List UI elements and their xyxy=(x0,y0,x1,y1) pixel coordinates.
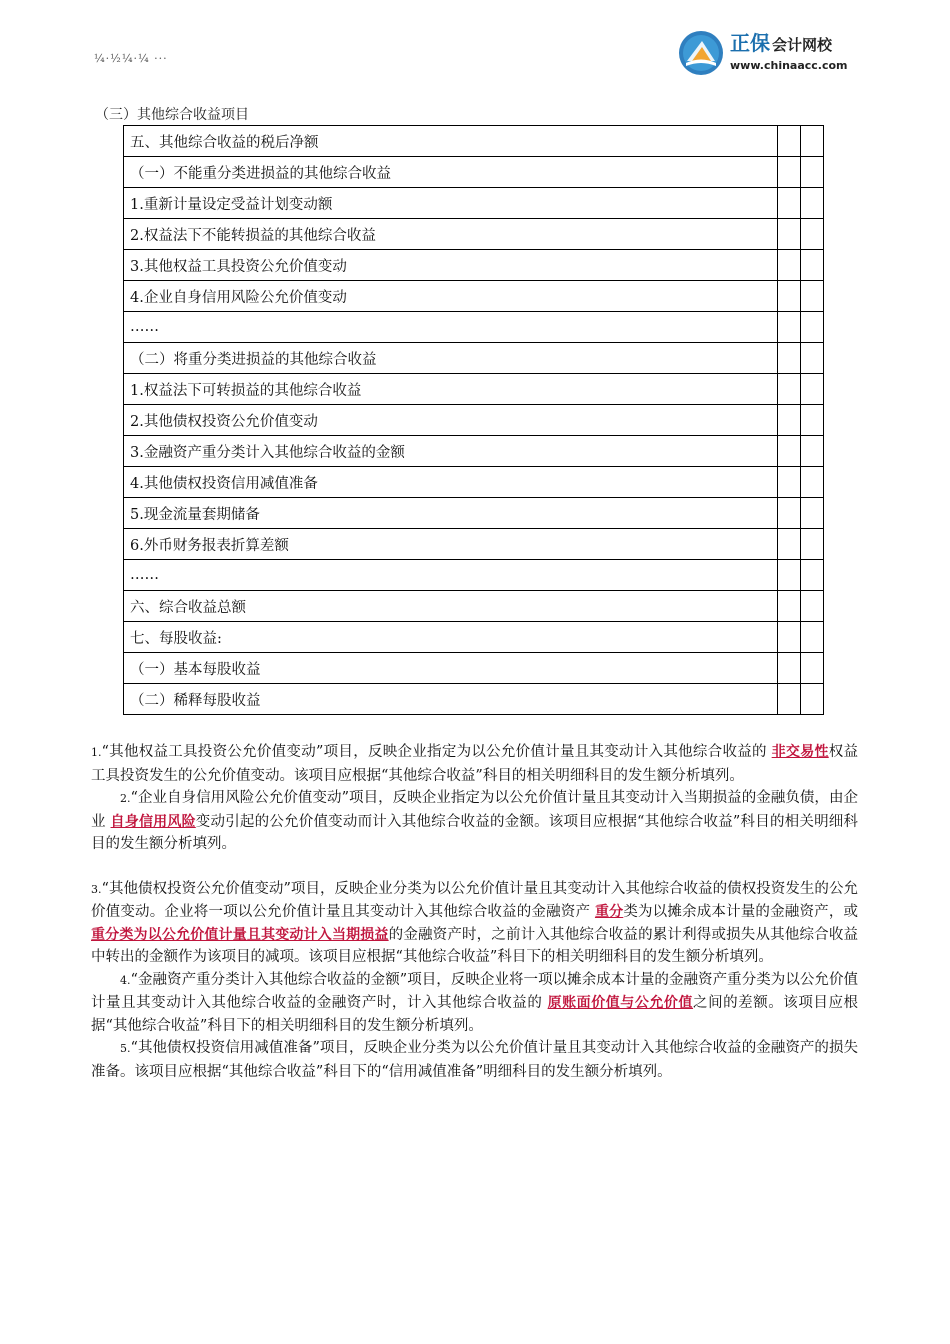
logo-name: 正保 xyxy=(730,31,770,55)
header-text-fragment: ¼·½¼·¼ ··· xyxy=(94,52,168,65)
row-label: 5.现金流量套期储备 xyxy=(124,498,778,529)
row-label: 6.外币财务报表折算差额 xyxy=(124,529,778,560)
value-cell xyxy=(778,405,801,436)
table-row xyxy=(124,436,824,467)
row-label: 3.金融资产重分类计入其他综合收益的金额 xyxy=(124,436,778,467)
value-cell xyxy=(801,126,824,157)
note-3: 3.“其他债权投资公允价值变动”项目，反映企业分类为以公允价值计量且其变动计入其他综合收益的债权投资发生的公允价值变动。企业将一项以公允价值计量且其变动计入其他综合收益的金融资产 重分类为以摊余成本计量的金融资产，或 重分类为以公允价值计量且其变动计入当期损益的金融资产时，之前计入其他综合收益的累计利得或损失从其他综合收益中转出的金额作为该项目的减项。该项目应根据“其他综合收益”科目下的相关明细科目的发生额分析填列。 xyxy=(91,880,859,965)
table-row xyxy=(124,529,824,560)
value-cell xyxy=(801,343,824,374)
value-cell xyxy=(801,529,824,560)
value-cell xyxy=(801,498,824,529)
value-cell xyxy=(778,684,801,715)
value-cell xyxy=(801,436,824,467)
row-label: 七、每股收益: xyxy=(124,622,778,653)
row-label: …… xyxy=(124,560,778,591)
row-label: 2.权益法下不能转损益的其他综合收益 xyxy=(124,219,778,250)
row-label: 3.其他权益工具投资公允价值变动 xyxy=(124,250,778,281)
row-label: 1.重新计量设定受益计划变动额 xyxy=(124,188,778,219)
row-label: （二）将重分类进损益的其他综合收益 xyxy=(124,343,778,374)
logo-subtitle: 会计网校 xyxy=(772,36,833,54)
value-cell xyxy=(778,529,801,560)
logo-emblem-icon xyxy=(678,30,724,76)
logo-url: www.chinaacc.com xyxy=(730,59,848,72)
value-cell xyxy=(778,312,801,343)
value-cell xyxy=(778,374,801,405)
row-label: 六、综合收益总额 xyxy=(124,591,778,622)
value-cell xyxy=(801,622,824,653)
value-cell xyxy=(801,653,824,684)
value-cell xyxy=(778,591,801,622)
row-label: 4.企业自身信用风险公允价值变动 xyxy=(124,281,778,312)
table-row xyxy=(124,281,824,312)
value-cell xyxy=(801,188,824,219)
value-cell xyxy=(778,622,801,653)
row-label: 2.其他债权投资公允价值变动 xyxy=(124,405,778,436)
value-cell xyxy=(778,250,801,281)
note-4: 4.“金融资产重分类计入其他综合收益的金额”项目，反映企业将一项以摊余成本计量的金融资产重分类为以公允价值计量且其变动计入其他综合收益的金融资产时，计入其他综合收益的 原账面价值与公允价值之间的差额。该项目应根据“其他综合收益”科目下的相关明细科目的发生额分析填列。 xyxy=(91,971,858,1034)
table-row xyxy=(124,250,824,281)
row-label: …… xyxy=(124,312,778,343)
value-cell xyxy=(801,467,824,498)
value-cell xyxy=(801,591,824,622)
value-cell xyxy=(778,188,801,219)
value-cell xyxy=(801,560,824,591)
comprehensive-income-table xyxy=(123,125,824,715)
table-row xyxy=(124,343,824,374)
value-cell xyxy=(801,312,824,343)
table-row xyxy=(124,467,824,498)
note-3-highlight-1: 重分 xyxy=(594,904,624,920)
note-5: 5.“其他债权投资信用减值准备”项目，反映企业分类为以公允价值计量且其变动计入其他综合收益的金融资产的损失准备。该项目应根据“其他综合收益”科目下的“信用减值准备”明细科目的发生额分析填列。 xyxy=(91,1040,858,1080)
table-row xyxy=(124,126,824,157)
value-cell xyxy=(778,343,801,374)
value-cell xyxy=(778,157,801,188)
value-cell xyxy=(778,467,801,498)
value-cell xyxy=(778,653,801,684)
table-row xyxy=(124,405,824,436)
table-row xyxy=(124,312,824,343)
value-cell xyxy=(778,560,801,591)
note-2-highlight: 自身信用风险 xyxy=(110,813,196,830)
value-cell xyxy=(778,498,801,529)
table-row xyxy=(124,157,824,188)
note-3-highlight-2: 重分类为以公允价值计量且其变动计入当期损益 xyxy=(91,926,389,943)
table-row xyxy=(124,498,824,529)
note-1: 1.“其他权益工具投资公允价值变动”项目，反映企业指定为以公允价值计量且其变动计入其他综合收益的 非交易性权益工具投资发生的公允价值变动。该项目应根据“其他综合收益”科目的相关明细科目的发生额分析填列。 xyxy=(91,744,859,784)
table-row xyxy=(124,188,824,219)
value-cell xyxy=(801,281,824,312)
table-row xyxy=(124,653,824,684)
value-cell xyxy=(801,684,824,715)
table-row xyxy=(124,219,824,250)
row-label: 4.其他债权投资信用减值准备 xyxy=(124,467,778,498)
row-label: （二）稀释每股收益 xyxy=(124,684,778,715)
value-cell xyxy=(778,436,801,467)
value-cell xyxy=(778,126,801,157)
row-label: （一）基本每股收益 xyxy=(124,653,778,684)
notes-section xyxy=(91,741,858,1083)
value-cell xyxy=(801,250,824,281)
table-row xyxy=(124,560,824,591)
table-row xyxy=(124,684,824,715)
note-2: 2.“企业自身信用风险公允价值变动”项目，反映企业指定为以公允价值计量且其变动计入当期损益的金融负债，由企业 自身信用风险变动引起的公允价值变动而计入其他综合收益的金额。该项目应根据“其他综合收益”科目的相关明细科目的发生额分析填列。 xyxy=(91,790,859,852)
row-label: （一）不能重分类进损益的其他综合收益 xyxy=(124,157,778,188)
note-4-highlight: 原账面价值与公允价值 xyxy=(547,995,694,1011)
value-cell xyxy=(801,374,824,405)
note-1-highlight: 非交易性 xyxy=(771,744,829,760)
table-row xyxy=(124,591,824,622)
row-label: 1.权益法下可转损益的其他综合收益 xyxy=(124,374,778,405)
value-cell xyxy=(801,405,824,436)
section-title: （三）其他综合收益项目 xyxy=(95,107,249,123)
value-cell xyxy=(778,281,801,312)
row-label: 五、其他综合收益的税后净额 xyxy=(124,126,778,157)
table-row xyxy=(124,374,824,405)
value-cell xyxy=(778,219,801,250)
value-cell xyxy=(801,157,824,188)
table-row xyxy=(124,622,824,653)
value-cell xyxy=(801,219,824,250)
chinaacc-logo xyxy=(678,28,868,76)
